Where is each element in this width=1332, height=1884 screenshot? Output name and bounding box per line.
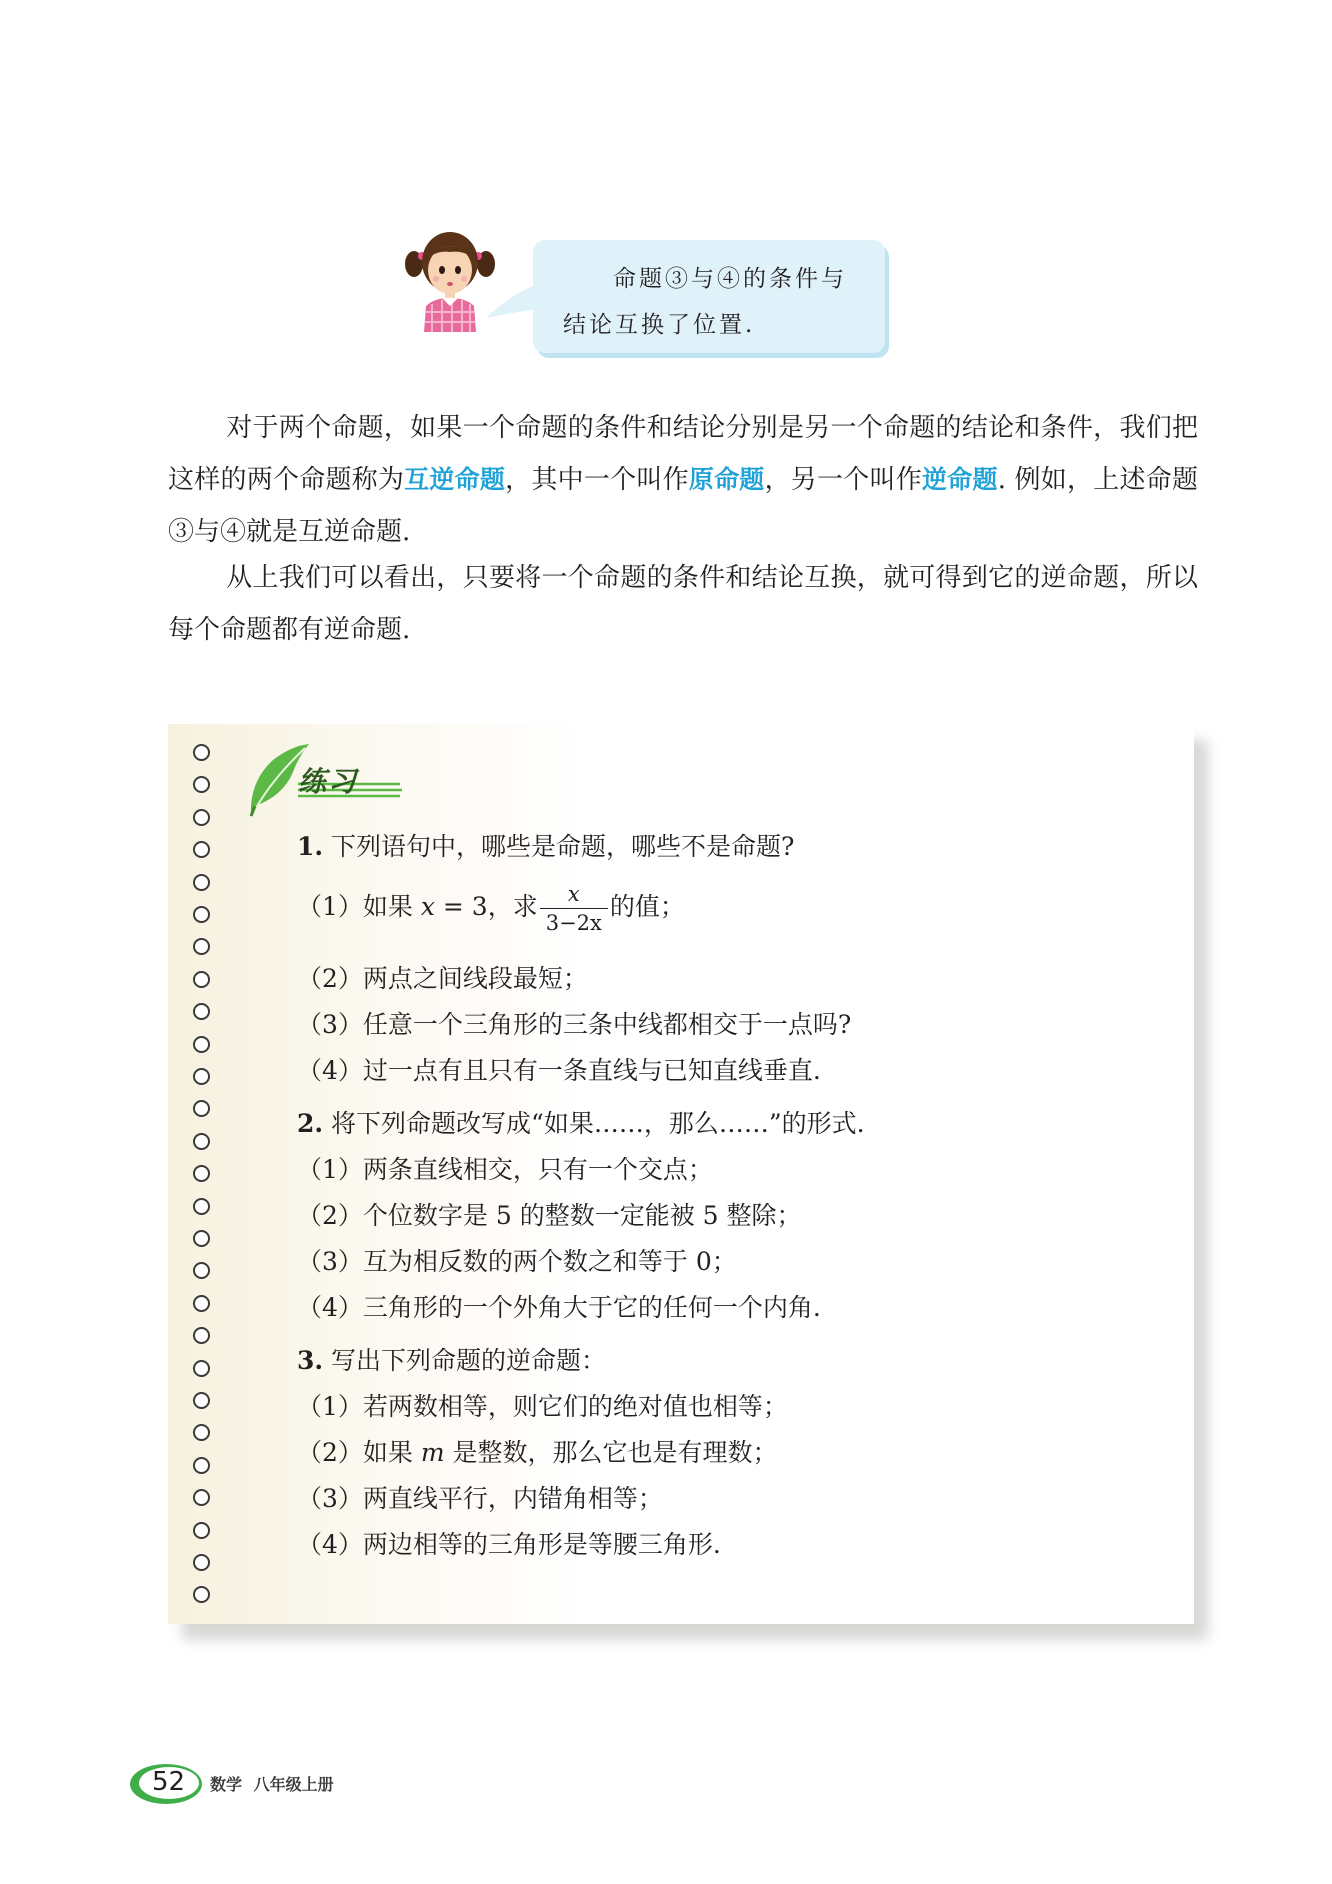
question-1-text: 下列语句中，哪些是命题，哪些不是命题? — [323, 832, 795, 861]
bubble-line-2: 结论互换了位置. — [563, 312, 756, 338]
q3-item2-var: m — [420, 1438, 445, 1467]
definition-paragraph — [168, 402, 1198, 558]
question-1-number: 1. — [297, 832, 324, 861]
binding-ring — [193, 1198, 210, 1215]
binding-ring — [193, 1424, 210, 1441]
binding-ring — [193, 1003, 210, 1020]
question-1 — [297, 832, 794, 862]
question-3-item-1: （1）若两数相等，则它们的绝对值也相等； — [297, 1392, 788, 1421]
q1-item1-var: x — [420, 892, 435, 921]
binding-ring — [193, 1230, 210, 1247]
term-converse-propositions: 互逆命题 — [404, 465, 506, 494]
question-2 — [297, 1109, 865, 1139]
question-2-number: 2. — [297, 1109, 324, 1138]
q1-item1-suffix: 的值； — [609, 892, 685, 921]
notebook-rings — [193, 744, 223, 1624]
binding-ring — [193, 1165, 210, 1182]
question-1-item-4: （4）过一点有且只有一条直线与已知直线垂直. — [297, 1056, 821, 1085]
observation-paragraph — [168, 552, 1198, 656]
para2-text: 从上我们可以看出，只要将一个命题的条件和结论互换，就可得到它的逆命题，所以每个命题都有逆命题. — [168, 563, 1198, 645]
fraction — [540, 880, 608, 937]
binding-ring — [193, 1392, 210, 1409]
binding-ring — [193, 841, 210, 858]
question-1-item-1 — [297, 880, 685, 937]
practice-title: 练习 — [298, 765, 359, 798]
para1-text-d: . 例如，上述命题③与④就是互逆命题. — [168, 465, 1198, 547]
book-title: 数学 八年级上册 — [210, 1775, 334, 1794]
binding-ring — [193, 1489, 210, 1506]
fraction-denominator: 3−2x — [540, 908, 608, 937]
speech-bubble — [533, 240, 885, 353]
binding-ring — [193, 874, 210, 891]
binding-ring — [193, 776, 210, 793]
fraction-numerator: x — [567, 882, 580, 906]
term-converse-proposition: 逆命题 — [922, 465, 998, 494]
binding-ring — [193, 1457, 210, 1474]
question-3 — [297, 1346, 606, 1376]
question-1-item-2: （2）两点之间线段最短； — [297, 964, 588, 993]
binding-ring — [193, 1068, 210, 1085]
page-number: 52 — [152, 1767, 186, 1797]
question-2-item-4: （4）三角形的一个外角大于它的任何一个内角. — [297, 1293, 821, 1322]
binding-ring — [193, 1295, 210, 1312]
question-3-item-4: （4）两边相等的三角形是等腰三角形. — [297, 1530, 721, 1559]
q1-item1-eq: = 3，求 — [434, 892, 538, 921]
binding-ring — [193, 1133, 210, 1150]
question-3-number: 3. — [297, 1346, 324, 1375]
binding-ring — [193, 1360, 210, 1377]
binding-ring — [193, 906, 210, 923]
q3-item2-prefix: （2）如果 — [297, 1438, 421, 1467]
binding-ring — [193, 971, 210, 988]
girl-illustration — [404, 228, 496, 332]
question-2-item-3: （3）互为相反数的两个数之和等于 0； — [297, 1247, 737, 1276]
binding-ring — [193, 809, 210, 826]
binding-ring — [193, 1522, 210, 1539]
term-original-proposition: 原命题 — [688, 465, 765, 494]
binding-ring — [193, 1036, 210, 1053]
question-3-item-3: （3）两直线平行，内错角相等； — [297, 1484, 663, 1513]
para1-text-b: ，其中一个叫作 — [505, 465, 689, 495]
question-1-item-3: （3）任意一个三角形的三条中线都相交于一点吗? — [297, 1010, 852, 1039]
binding-ring — [193, 744, 210, 761]
question-2-item-2: （2）个位数字是 5 的整数一定能被 5 整除； — [297, 1201, 802, 1230]
question-3-text: 写出下列命题的逆命题： — [323, 1346, 607, 1375]
q1-item1-prefix: （1）如果 — [297, 892, 421, 921]
speech-bubble-text — [563, 256, 873, 348]
para1-text-a: 对于两个命题，如果一个命题的条件和结论分别是另一个命题的结论和条件，我们把这样的两个命题称为 — [168, 413, 1198, 495]
binding-ring — [193, 1586, 210, 1603]
para1-text-c: ，另一个叫作 — [764, 465, 923, 495]
binding-ring — [193, 1100, 210, 1117]
question-2-item-1: （1）两条直线相交，只有一个交点； — [297, 1155, 713, 1184]
binding-ring — [193, 938, 210, 955]
binding-ring — [193, 1262, 210, 1279]
binding-ring — [193, 1554, 210, 1571]
question-2-text: 将下列命题改写成“如果……，那么……”的形式. — [323, 1109, 865, 1138]
q3-item2-suffix: 是整数，那么它也是有理数； — [444, 1438, 778, 1467]
question-3-item-2 — [297, 1438, 778, 1468]
bubble-line-1: 命题③与④的条件与 — [613, 266, 847, 292]
binding-ring — [193, 1327, 210, 1344]
